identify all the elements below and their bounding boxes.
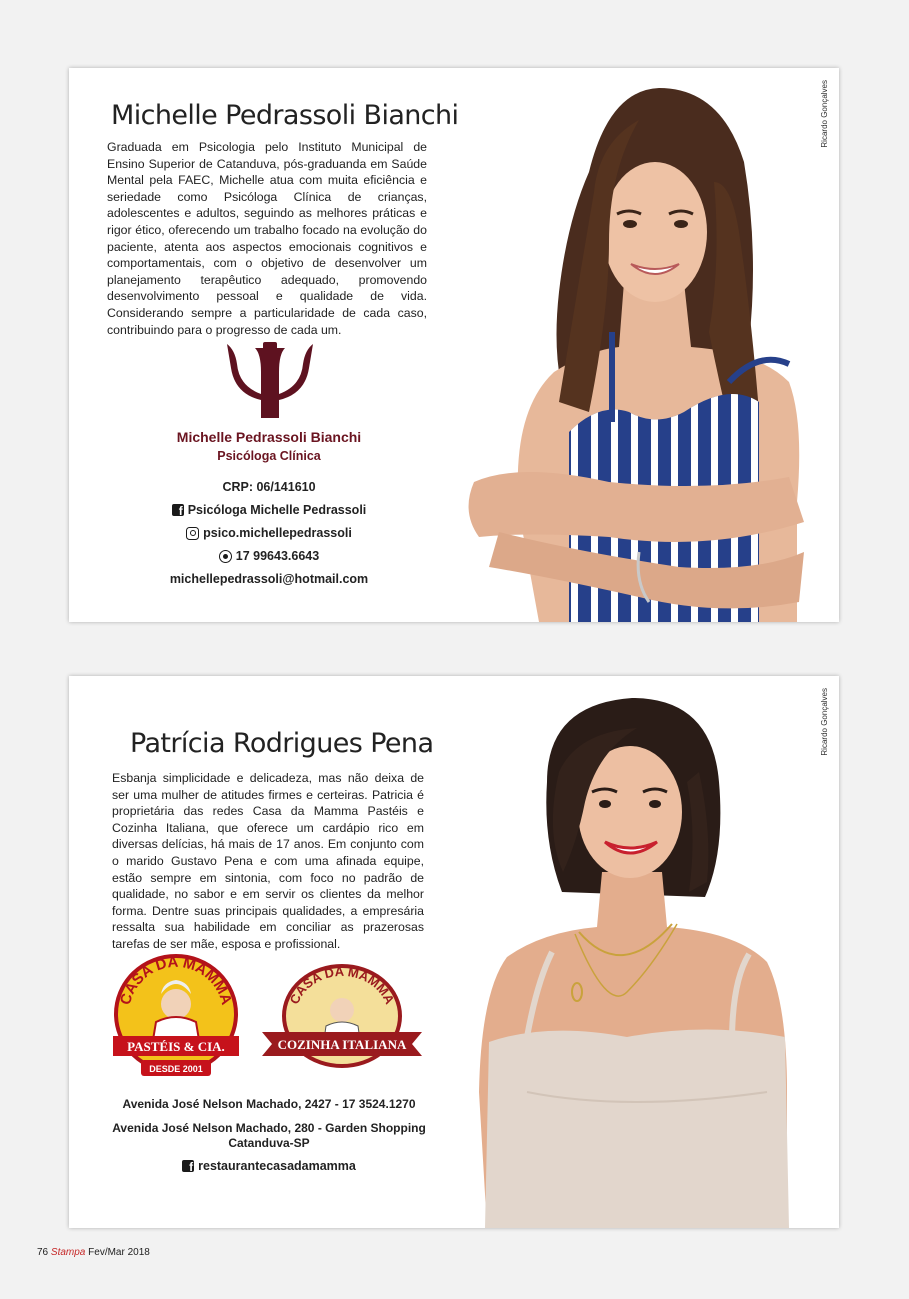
instagram-icon: [186, 527, 199, 540]
svg-text:CASA DA MAMMA: CASA DA MAMMA: [116, 953, 236, 1007]
casa-da-mamma-pasteis-logo: [111, 952, 241, 1087]
portrait-photo-patricia: [467, 692, 807, 1228]
crp-number: CRP: 06/141610: [222, 480, 316, 494]
portrait-photo-michelle: [459, 82, 809, 622]
facebook-icon: [182, 1160, 194, 1172]
whatsapp-icon: [219, 550, 232, 563]
instagram-contact[interactable]: psico.michellepedrassoli: [69, 526, 469, 540]
svg-text:PASTÉIS & CIA.: PASTÉIS & CIA.: [127, 1039, 225, 1054]
photo-credit: Ricardo Gonçalves: [820, 80, 829, 148]
facebook-icon: [172, 504, 184, 516]
profile-card-michelle: [69, 68, 839, 622]
email-contact[interactable]: michellepedrassoli@hotmail.com: [169, 572, 369, 586]
magazine-name: Stampa: [50, 1247, 86, 1258]
svg-text:DESDE 2001: DESDE 2001: [149, 1064, 203, 1074]
profile-name: Patrícia Rodrigues Pena: [130, 728, 434, 759]
facebook-contact[interactable]: f restaurantecasadamamma: [69, 1159, 469, 1173]
casa-da-mamma-cozinha-logo: [262, 964, 422, 1074]
page-number: 76: [37, 1247, 49, 1258]
address-2-line-1: Avenida José Nelson Machado, 280 - Garden Shopping: [112, 1121, 426, 1135]
address-2-line-2: Catanduva-SP: [228, 1136, 310, 1150]
svg-text:COZINHA ITALIANA: COZINHA ITALIANA: [277, 1037, 407, 1052]
profile-card-patricia: [69, 676, 839, 1228]
issue-date: Fev/Mar 2018: [88, 1247, 150, 1258]
profile-bio: Graduada em Psicologia pelo Instituto Municipal de Ensino Superior de Catanduva, pós-graduanda em Saúde Mental pela FAEC, Michelle atua com muita eficiência e seriedade como Psicóloga Clínica de crianças, adolescentes e adultos, seguindo as melhores práticas e rigor ético, oferecendo um trabalho focado na evolução do paciente, atenta aos aspectos emocionais cognitivos e comportamentais, com o objetivo de desenvolver um planejamento terapêutico adequado, promovendo desenvolvimento pessoal e qualidade de vida. Considerando sempre a particularidade de cada caso, contribuindo para o progresso de cada um.: [107, 140, 427, 337]
svg-text:CASA DA MAMMA: CASA DA MAMMA: [286, 964, 398, 1007]
facebook-contact[interactable]: f Psicóloga Michelle Pedrassoli: [69, 503, 469, 517]
whatsapp-contact[interactable]: 17 99643.6643: [69, 549, 469, 563]
photo-credit: Ricardo Gonçalves: [820, 688, 829, 756]
psi-logo-icon: [225, 342, 315, 422]
logo-subtitle: Psicóloga Clínica: [217, 449, 321, 463]
logo-name: Michelle Pedrassoli Bianchi: [176, 429, 362, 445]
page-footer: [37, 1247, 150, 1258]
profile-name: Michelle Pedrassoli Bianchi: [111, 100, 459, 131]
address-1: Avenida José Nelson Machado, 2427 - 17 3524.1270: [122, 1097, 416, 1111]
profile-bio: Esbanja simplicidade e delicadeza, mas não deixa de ser uma mulher de atitudes firmes e certeiras. Patricia é proprietária das redes Casa da Mamma Pastéis e Cozinha Italiana, que oferece um cardápio rico em diversas delícias, há mais de 17 anos. Em conjunto com o marido Gustavo Pena e com uma afinada equipe, estão sempre em sintonia, com foco no padrão de qualidade, no sabor e em servir os clientes da melhor forma. Dentre suas principais qualidades, a empresária ressalta sua habilidade em conciliar as prazerosas tarefas de ser mãe, esposa e profissional.: [112, 771, 424, 951]
